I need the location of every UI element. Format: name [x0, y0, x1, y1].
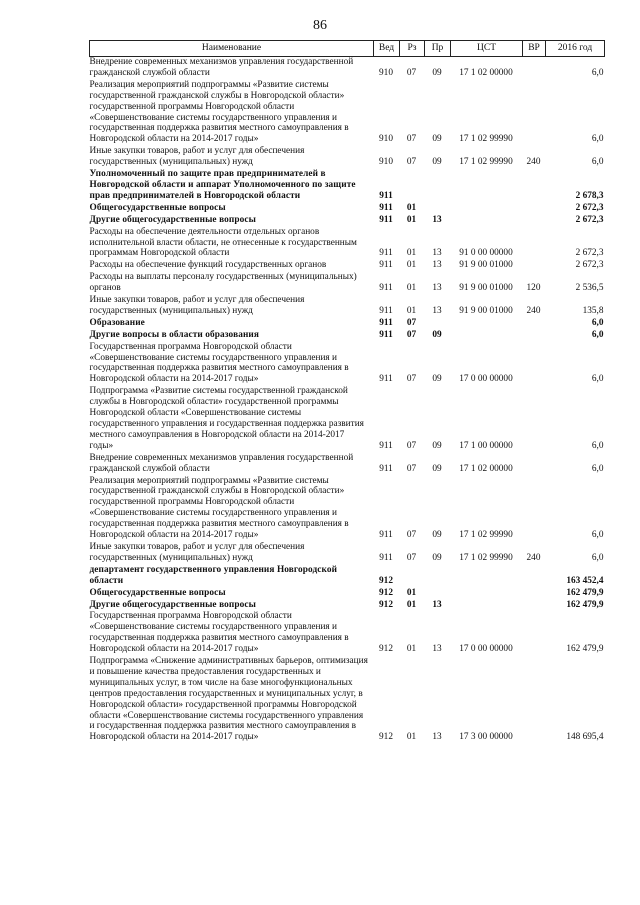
- header-year: 2016 год: [546, 41, 605, 57]
- row-amount: 162 479,9: [566, 599, 604, 610]
- row-pr: 13: [432, 599, 442, 610]
- row-vr: [523, 476, 546, 542]
- row-cst: 17 1 02 99990: [459, 552, 513, 563]
- row-ved: 911: [379, 329, 393, 340]
- row-cst: 17 1 00 00000: [459, 440, 513, 451]
- row-pr: [425, 169, 451, 203]
- table-row: [90, 203, 605, 215]
- table-row: [90, 57, 605, 80]
- row-cst: 91 9 00 01000: [459, 283, 513, 294]
- row-pr: [425, 565, 451, 588]
- row-cst: [451, 169, 523, 203]
- row-vr: [523, 588, 546, 600]
- row-pr: 09: [432, 329, 442, 340]
- row-pr: 13: [432, 283, 442, 294]
- row-pr: 13: [432, 305, 442, 316]
- row-ved: 912: [379, 575, 393, 586]
- row-rz: 01: [406, 732, 417, 743]
- row-name: Общегосударственные вопросы: [89, 202, 226, 213]
- row-rz: 01: [406, 202, 417, 213]
- table-row: [90, 169, 605, 203]
- row-rz: 07: [406, 67, 417, 78]
- row-ved: 911: [379, 317, 393, 328]
- row-pr: 09: [432, 67, 442, 78]
- row-amount: 6,0: [591, 552, 604, 563]
- row-amount: 6,0: [591, 157, 604, 168]
- row-vr: [523, 342, 546, 387]
- row-vr: 240: [526, 552, 541, 563]
- table-row: [90, 656, 605, 744]
- row-ved: 911: [379, 552, 393, 563]
- table-row: [90, 588, 605, 600]
- row-cst: [451, 318, 523, 330]
- table-row: [90, 272, 605, 295]
- table-body: [90, 57, 605, 745]
- row-ved: 912: [379, 599, 393, 610]
- row-pr: 13: [432, 248, 442, 259]
- row-amount: 163 452,4: [566, 575, 604, 586]
- row-cst: [451, 565, 523, 588]
- row-rz: 01: [406, 305, 417, 316]
- table-row: [90, 215, 605, 227]
- row-amount: 148 695,4: [566, 732, 604, 743]
- table-row: [90, 565, 605, 588]
- row-pr: 09: [432, 374, 442, 385]
- row-ved: 911: [379, 214, 393, 225]
- row-cst: [451, 600, 523, 612]
- header-name: Наименование: [90, 41, 374, 57]
- row-cst: [451, 330, 523, 342]
- row-vr: 240: [526, 305, 541, 316]
- header-rz: Рз: [400, 41, 425, 57]
- row-rz: 01: [406, 644, 417, 655]
- row-cst: 91 9 00 01000: [459, 260, 513, 271]
- table-row: [90, 330, 605, 342]
- row-cst: [451, 203, 523, 215]
- table-row: [90, 386, 605, 452]
- row-name: департамент государственного управления Новгородской области: [89, 564, 338, 586]
- row-cst: 91 9 00 01000: [459, 305, 513, 316]
- row-pr: 13: [432, 214, 442, 225]
- table-row: [90, 227, 605, 261]
- table-row: [90, 476, 605, 542]
- row-amount: 6,0: [591, 317, 604, 328]
- row-vr: [523, 203, 546, 215]
- row-name: Другие общегосударственные вопросы: [89, 214, 256, 225]
- row-name: Другие вопросы в области образования: [89, 329, 259, 340]
- row-ved: 910: [379, 134, 393, 145]
- row-name: Расходы на обеспечение функций государственных органов: [89, 260, 327, 271]
- row-ved: 911: [379, 440, 393, 451]
- row-rz: 07: [406, 552, 417, 563]
- row-ved: 911: [379, 530, 393, 541]
- row-cst: 17 0 00 00000: [459, 374, 513, 385]
- row-cst: 17 0 00 00000: [459, 644, 513, 655]
- table-row: [90, 80, 605, 146]
- row-vr: [523, 386, 546, 452]
- row-cst: 17 1 02 00000: [459, 67, 513, 78]
- row-cst: 17 1 02 00000: [459, 463, 513, 474]
- row-pr: [425, 588, 451, 600]
- row-vr: [523, 453, 546, 476]
- row-cst: 17 3 00 00000: [459, 732, 513, 743]
- row-ved: 911: [379, 374, 393, 385]
- row-rz: 07: [406, 329, 417, 340]
- header-ved: Вед: [374, 41, 400, 57]
- row-ved: 911: [379, 190, 393, 201]
- row-cst: [451, 215, 523, 227]
- row-name: Образование: [89, 317, 145, 328]
- row-rz: 07: [406, 530, 417, 541]
- row-amount: 6,0: [591, 530, 604, 541]
- row-rz: 07: [406, 440, 417, 451]
- row-rz: 01: [406, 248, 417, 259]
- row-pr: 09: [432, 134, 442, 145]
- row-pr: 09: [432, 463, 442, 474]
- row-rz: 01: [406, 214, 417, 225]
- row-vr: 120: [526, 283, 541, 294]
- row-name: Другие общегосударственные вопросы: [89, 599, 256, 610]
- row-name: Расходы на обеспечение деятельности отдельных органов исполнительной власти области, не отнесенные к государственным программам Новгородской области: [89, 226, 357, 259]
- row-cst: 17 1 02 99990: [459, 530, 513, 541]
- row-vr: [523, 80, 546, 146]
- row-cst: 91 0 00 00000: [459, 248, 513, 259]
- row-vr: [523, 330, 546, 342]
- row-cst: [451, 588, 523, 600]
- table-header-row: [90, 41, 605, 57]
- row-amount: 135,8: [582, 305, 604, 316]
- row-amount: 6,0: [591, 329, 604, 340]
- row-amount: 6,0: [591, 463, 604, 474]
- row-amount: 6,0: [591, 440, 604, 451]
- row-vr: 240: [526, 157, 541, 168]
- row-rz: 07: [406, 157, 417, 168]
- header-cst: ЦСТ: [451, 41, 523, 57]
- page-number: 86: [313, 18, 327, 33]
- row-name: Внедрение современных механизмов управления государственной гражданской службой области: [89, 452, 354, 474]
- row-amount: 2 672,3: [575, 248, 604, 259]
- row-rz: 01: [406, 587, 417, 598]
- table-row: [90, 542, 605, 565]
- row-pr: 09: [432, 530, 442, 541]
- row-rz: 01: [406, 599, 417, 610]
- row-rz: 07: [406, 463, 417, 474]
- row-ved: 912: [379, 587, 393, 598]
- row-amount: 6,0: [591, 134, 604, 145]
- table-row: [90, 342, 605, 387]
- header-pr: Пр: [425, 41, 451, 57]
- table-row: [90, 600, 605, 612]
- row-amount: 2 672,3: [575, 202, 604, 213]
- row-name: Реализация мероприятий подпрограммы «Развитие системы государственной гражданской службы в Новгородской области» государственной программы Новгородской области «Совершенствование системы государственного управления и государственная поддержка развития местного самоуправления в Новгородской области на 2014-2017 годы»: [89, 79, 349, 145]
- row-ved: 911: [379, 305, 393, 316]
- row-pr: 09: [432, 552, 442, 563]
- row-ved: 911: [379, 463, 393, 474]
- row-name: Иные закупки товаров, работ и услуг для обеспечения государственных (муниципальных) нужд: [89, 146, 305, 168]
- row-pr: 13: [432, 732, 442, 743]
- row-vr: [523, 215, 546, 227]
- budget-table: [89, 40, 605, 744]
- table-row: [90, 146, 605, 169]
- row-vr: [523, 260, 546, 272]
- table-row: [90, 295, 605, 318]
- row-rz: 07: [406, 374, 417, 385]
- row-vr: [523, 600, 546, 612]
- row-vr: [523, 611, 546, 656]
- row-name: Уполномоченный по защите прав предпринимателей в Новгородской области и аппарат Уполномоченного по защите прав предпринимателей в Новгородской области: [89, 169, 356, 201]
- row-ved: 911: [379, 260, 393, 271]
- row-rz: 07: [406, 134, 417, 145]
- row-vr: [523, 169, 546, 203]
- header-vr: ВР: [523, 41, 546, 57]
- row-ved: 912: [379, 732, 393, 743]
- row-amount: 162 479,9: [566, 587, 604, 598]
- row-name: Реализация мероприятий подпрограммы «Развитие системы государственной гражданской службы в Новгородской области» государственной программы Новгородской области «Совершенствование системы государственного управления и государственная поддержка развития местного самоуправления в Новгородской области на 2014-2017 годы»: [89, 475, 349, 541]
- table-row: [90, 318, 605, 330]
- row-name: Государственная программа Новгородской области «Совершенствование системы государственного управления и государственная поддержка развития местного самоуправления в Новгородской области на 2014-2017 годы»: [89, 611, 349, 655]
- row-ved: 910: [379, 67, 393, 78]
- table-row: [90, 453, 605, 476]
- row-ved: 911: [379, 283, 393, 294]
- row-pr: 09: [432, 440, 442, 451]
- row-pr: 13: [432, 644, 442, 655]
- row-rz: [400, 169, 425, 203]
- row-name: Подпрограмма «Снижение административных барьеров, оптимизация и повышение качества предоставления государственных и муниципальных услуг, в том числе на базе многофункциональных центров предоставления государственных и муниципальных услуг, в Новгородской области» государственной программы Новгородской области «Совершенствование системы государственного управления и государственная поддержка развития местного самоуправления в Новгородской области на 2014-2017 годы»: [89, 656, 368, 743]
- row-amount: 6,0: [591, 67, 604, 78]
- row-amount: 2 678,3: [575, 190, 604, 201]
- row-rz: 01: [406, 283, 417, 294]
- row-name: Государственная программа Новгородской области «Совершенствование системы государственного управления и государственная поддержка развития местного самоуправления в Новгородской области на 2014-2017 годы»: [89, 341, 349, 385]
- row-name: Подпрограмма «Развитие системы государственной гражданской службы в Новгородской области» государственной программы Новгородской области «Совершенствование системы государственного управления и государственная поддержка развития местного самоуправления в Новгородской области на 2014-2017 годы»: [89, 386, 364, 451]
- row-amount: 162 479,9: [566, 644, 604, 655]
- row-rz: 01: [406, 260, 417, 271]
- row-name: Иные закупки товаров, работ и услуг для обеспечения государственных (муниципальных) нужд: [89, 295, 305, 316]
- row-ved: 911: [379, 202, 393, 213]
- row-ved: 910: [379, 157, 393, 168]
- row-cst: 17 1 02 99990: [459, 134, 513, 145]
- row-amount: 2 672,3: [575, 214, 604, 225]
- row-amount: 2 672,3: [575, 260, 604, 271]
- row-name: Внедрение современных механизмов управления государственной гражданской службой области: [89, 57, 354, 78]
- row-vr: [523, 57, 546, 80]
- row-ved: 911: [379, 248, 393, 259]
- row-pr: 09: [432, 157, 442, 168]
- row-ved: 912: [379, 644, 393, 655]
- row-rz: [400, 565, 425, 588]
- row-cst: 17 1 02 99990: [459, 157, 513, 168]
- row-amount: 6,0: [591, 374, 604, 385]
- row-amount: 2 536,5: [575, 283, 604, 294]
- row-vr: [523, 227, 546, 261]
- row-name: Общегосударственные вопросы: [89, 587, 226, 598]
- row-pr: [425, 203, 451, 215]
- row-vr: [523, 565, 546, 588]
- row-rz: 07: [406, 317, 417, 328]
- row-name: Расходы на выплаты персоналу государственных (муниципальных) органов: [89, 272, 357, 294]
- table-row: [90, 611, 605, 656]
- row-vr: [523, 656, 546, 744]
- row-pr: [425, 318, 451, 330]
- row-name: Иные закупки товаров, работ и услуг для обеспечения государственных (муниципальных) нужд: [89, 541, 305, 563]
- row-vr: [523, 318, 546, 330]
- table-row: [90, 260, 605, 272]
- row-pr: 13: [432, 260, 442, 271]
